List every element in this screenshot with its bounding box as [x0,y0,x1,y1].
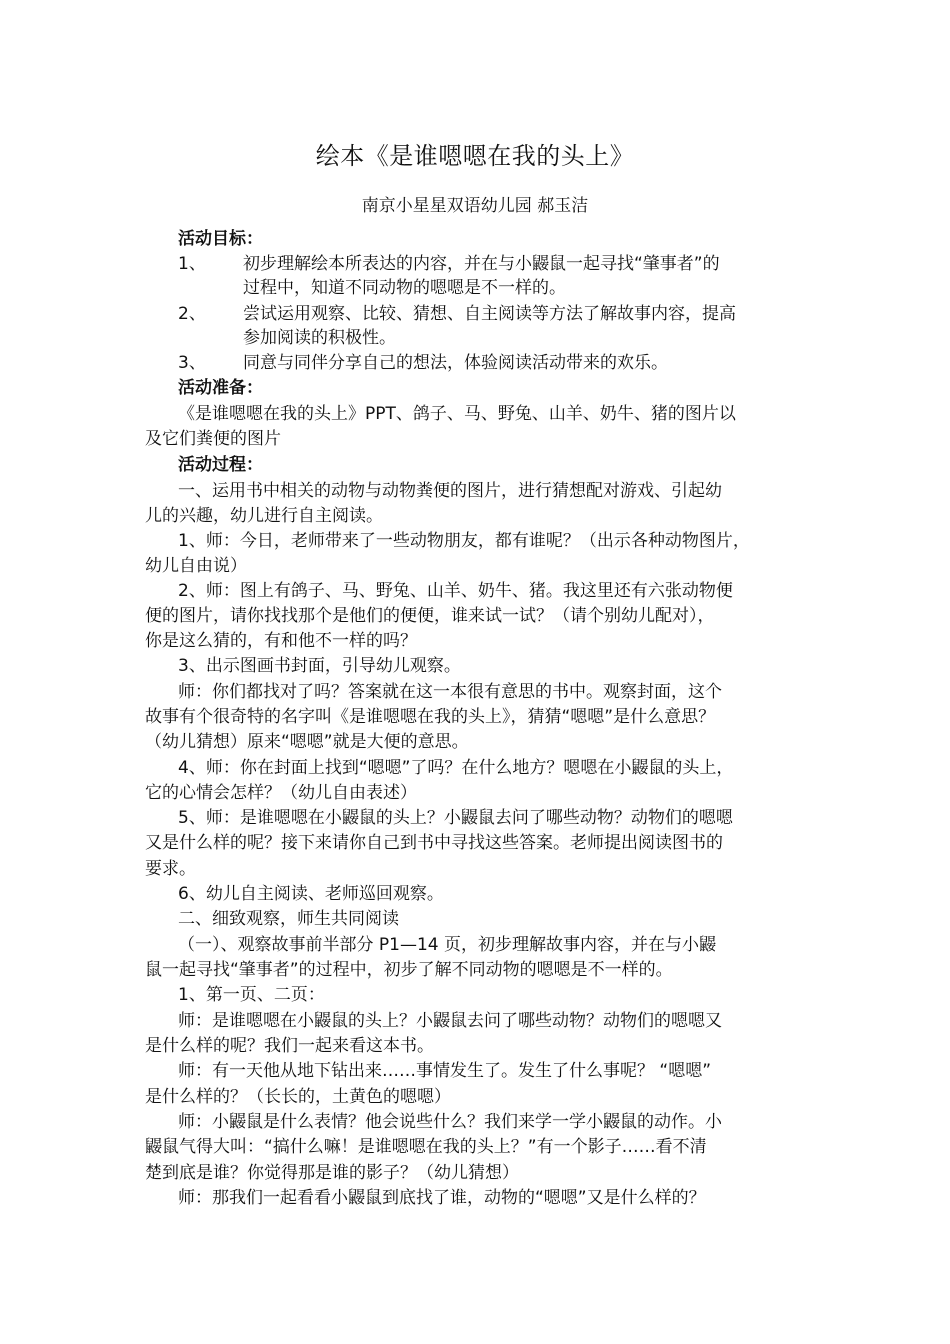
process-line: 是什么样的？（长长的，土黄色的嗯嗯） [145,1087,451,1107]
process-line: 5、师：是谁嗯嗯在小鼹鼠的头上？小鼹鼠去问了哪些动物？动物们的嗯嗯 [178,808,733,828]
goal-number: 3、 [178,353,206,373]
goal-text-line: 过程中，知道不同动物的嗯嗯是不一样的。 [243,278,566,298]
process-line: 故事有个很奇特的名字叫《是谁嗯嗯在我的头上》，猜猜“嗯嗯”是什么意思？ [145,707,716,727]
process-line: 1、第一页、二页： [178,985,325,1005]
goals-heading: 活动目标： [178,229,263,249]
prep-line: 《是谁嗯嗯在我的头上》PPT、鸽子、马、野兔、山羊、奶牛、猪的图片以 [178,404,736,424]
process-line: 楚到底是谁？你觉得那是谁的影子？（幼儿猜想） [145,1163,519,1183]
goal-text-line: 初步理解绘本所表达的内容，并在与小鼹鼠一起寻找“肇事者”的 [243,254,720,274]
process-line: 6、幼儿自主阅读、老师巡回观察。 [178,884,444,904]
process-line: 师：你们都找对了吗？答案就在这一本很有意思的书中。观察封面，这个 [178,682,722,702]
process-line: 儿的兴趣，幼儿进行自主阅读。 [145,506,383,526]
process-line: 师：小鼹鼠是什么表情？他会说些什么？我们来学一学小鼹鼠的动作。小 [178,1112,722,1132]
process-line: （幼儿猜想）原来“嗯嗯”就是大便的意思。 [145,732,469,752]
process-line: 师：是谁嗯嗯在小鼹鼠的头上？小鼹鼠去问了哪些动物？动物们的嗯嗯又 [178,1011,722,1031]
goal-text-line: 参加阅读的积极性。 [243,328,396,348]
process-line: 4、师：你在封面上找到“嗯嗯”了吗？在什么地方？嗯嗯在小鼹鼠的头上， [178,758,734,778]
process-line: 3、出示图画书封面，引导幼儿观察。 [178,656,461,676]
goal-text-line: 同意与同伴分享自己的想法，体验阅读活动带来的欢乐。 [243,353,668,373]
process-line: 鼠一起寻找“肇事者”的过程中，初步了解不同动物的嗯嗯是不一样的。 [145,960,673,980]
process-line: 幼儿自由说） [145,556,247,576]
goal-number: 1、 [178,254,206,274]
process-line: 师：有一天他从地下钻出来……事情发生了。发生了什么事呢？ “嗯嗯” [178,1061,712,1081]
process-line: 你是这么猜的，有和他不一样的吗？ [145,631,417,651]
process-line: 二、细致观察，师生共同阅读 [178,909,399,929]
process-line: 鼹鼠气得大叫：“搞什么嘛！是谁嗯嗯在我的头上？”有一个影子……看不清 [145,1137,707,1157]
process-line: 是什么样的呢？我们一起来看这本书。 [145,1036,434,1056]
prep-line: 及它们粪便的图片 [145,429,281,449]
prep-heading: 活动准备： [178,378,263,398]
goal-number: 2、 [178,304,206,324]
process-line: 又是什么样的呢？接下来请你自己到书中寻找这些答案。老师提出阅读图书的 [145,833,723,853]
process-line: 2、师：图上有鸽子、马、野兔、山羊、奶牛、猪。我这里还有六张动物便 [178,581,733,601]
document-title: 绘本《是谁嗯嗯在我的头上》 [315,142,635,170]
process-line: 1、师：今日，老师带来了一些动物朋友，都有谁呢？（出示各种动物图片， [178,531,750,551]
process-line: 便的图片，请你找找那个是他们的便便，谁来试一试？（请个别幼儿配对）， [145,606,715,626]
process-heading: 活动过程： [178,455,263,475]
goal-text-line: 尝试运用观察、比较、猜想、自主阅读等方法了解故事内容，提高 [243,304,736,324]
process-line: 要求。 [145,859,196,879]
process-line: 师：那我们一起看看小鼹鼠到底找了谁，动物的“嗯嗯”又是什么样的？ [178,1188,706,1208]
process-line: 它的心情会怎样？（幼儿自由表述） [145,783,417,803]
process-line: 一、运用书中相关的动物与动物粪便的图片，进行猜想配对游戏、引起幼 [178,481,722,501]
process-line: （一）、观察故事前半部分 P1—14 页，初步理解故事内容，并在与小鼹 [178,935,717,955]
author-line: 南京小星星双语幼儿园 郝玉洁 [361,196,589,216]
